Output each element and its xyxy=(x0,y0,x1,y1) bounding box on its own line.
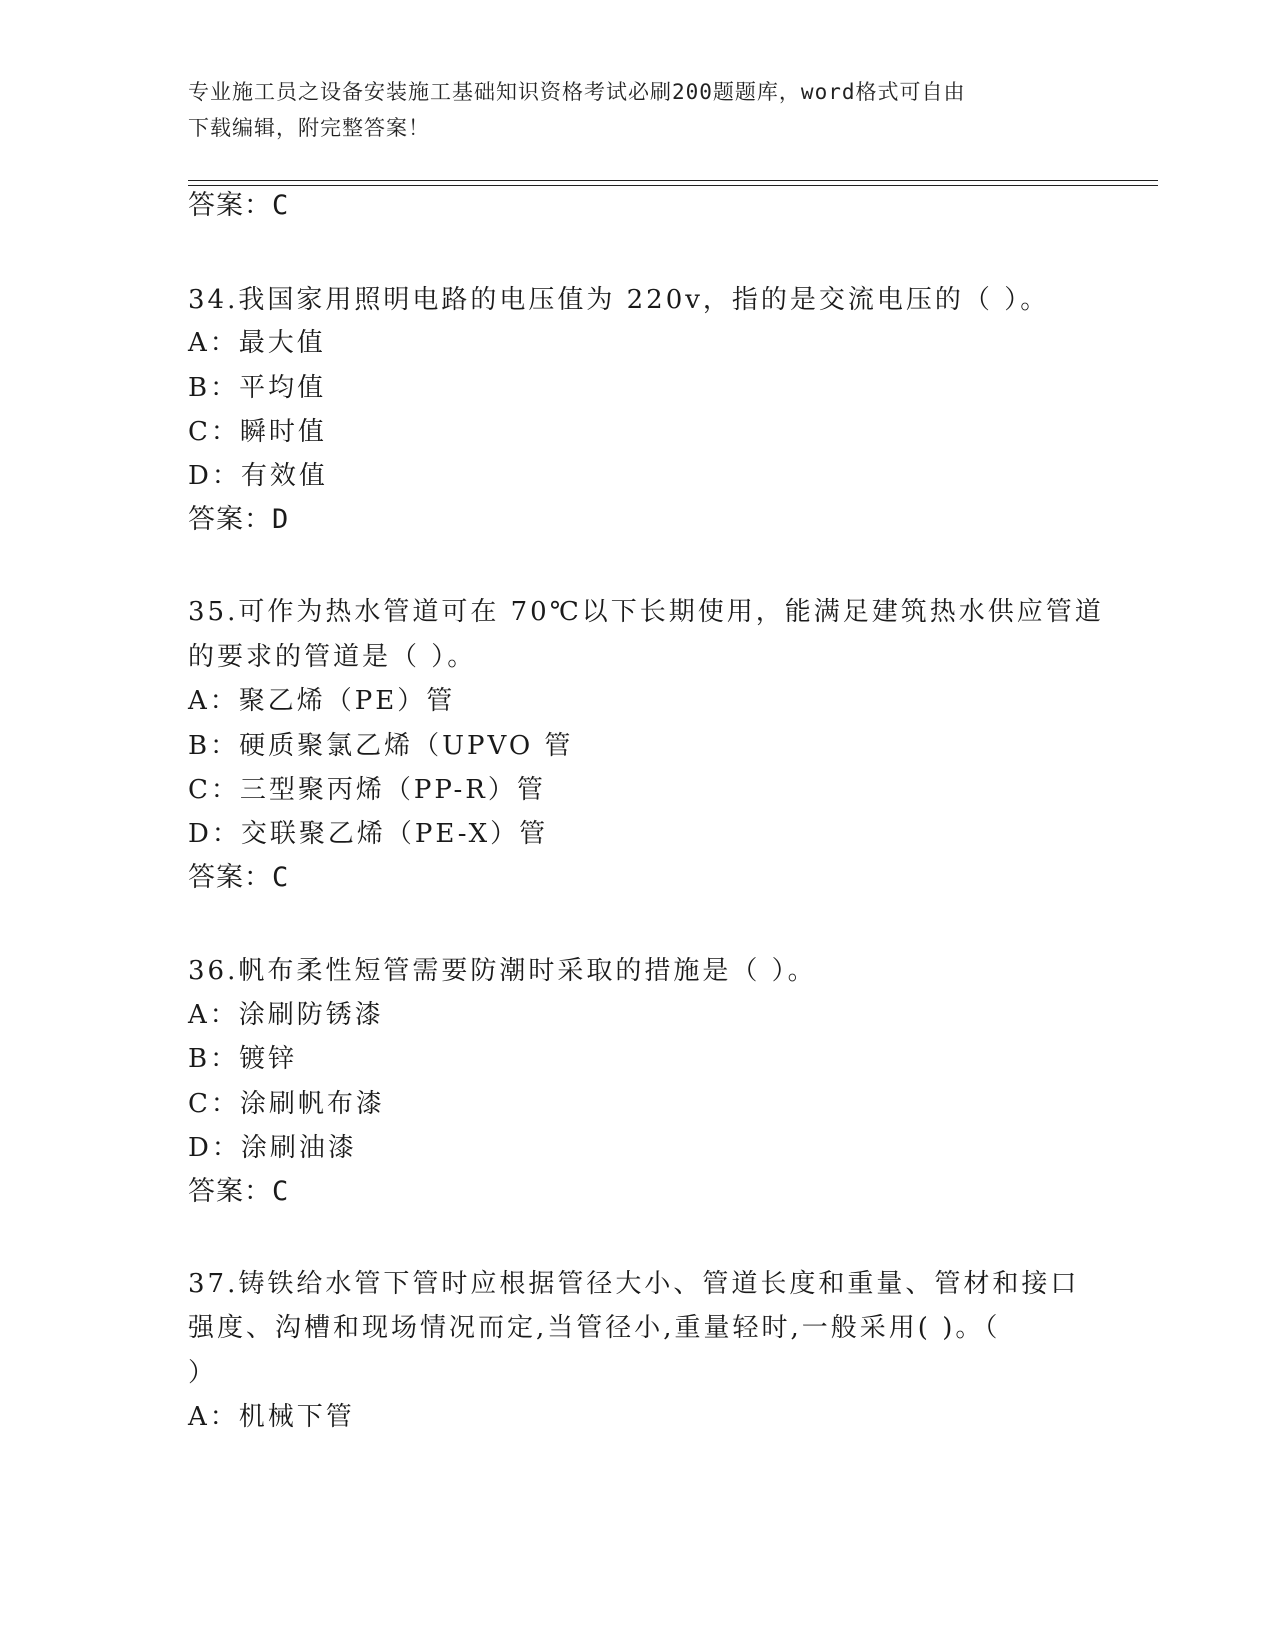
question-37-stem-line-3: ） xyxy=(188,1358,218,1388)
question-35-option-d: D：交联聚乙烯（PE-X）管 xyxy=(188,819,549,849)
question-34-answer: 答案：D xyxy=(188,504,290,535)
question-34-option-a: A：最大值 xyxy=(188,328,326,358)
header-line-1: 专业施工员之设备安装施工基础知识资格考试必刷200题题库，word格式可自由 xyxy=(188,80,966,104)
question-37-stem-line-2: 强度、沟槽和现场情况而定,当管径小,重量轻时,一般采用( )。（ xyxy=(188,1313,1001,1343)
header-line-2: 下载编辑，附完整答案！ xyxy=(188,116,430,140)
page-header xyxy=(188,74,1088,146)
question-36-option-c: C：涂刷帆布漆 xyxy=(188,1089,385,1119)
question-35-answer: 答案：C xyxy=(188,862,290,893)
question-35-stem-line-2: 的要求的管道是（ ）。 xyxy=(188,642,477,672)
question-34-stem: 34.我国家用照明电路的电压值为 220v，指的是交流电压的（ ）。 xyxy=(188,285,1050,315)
question-34-option-b: B：平均值 xyxy=(188,373,327,403)
question-37-option-a: A：机械下管 xyxy=(188,1402,355,1432)
question-36-answer: 答案：C xyxy=(188,1176,290,1207)
question-36-option-d: D：涂刷油漆 xyxy=(188,1133,357,1163)
previous-answer: 答案：C xyxy=(188,190,290,221)
header-divider-thick xyxy=(188,180,1158,181)
question-36-option-a: A：涂刷防锈漆 xyxy=(188,1000,384,1030)
question-35-option-b: B：硬质聚氯乙烯（UPVO 管 xyxy=(188,731,574,761)
question-35-stem-line-1: 35.可作为热水管道可在 70℃以下长期使用，能满足建筑热水供应管道 xyxy=(188,597,1104,627)
question-34-option-d: D：有效值 xyxy=(188,461,328,491)
question-35-option-a: A：聚乙烯（PE）管 xyxy=(188,686,456,716)
question-36-stem: 36.帆布柔性短管需要防潮时采取的措施是（ ）。 xyxy=(188,956,817,986)
question-37-stem-line-1: 37.铸铁给水管下管时应根据管径大小、管道长度和重量、管材和接口 xyxy=(188,1269,1080,1299)
header-divider-thin xyxy=(188,185,1158,186)
question-34-option-c: C：瞬时值 xyxy=(188,417,327,447)
question-35-option-c: C：三型聚丙烯（PP-R）管 xyxy=(188,775,546,805)
question-36-option-b: B：镀锌 xyxy=(188,1044,298,1074)
